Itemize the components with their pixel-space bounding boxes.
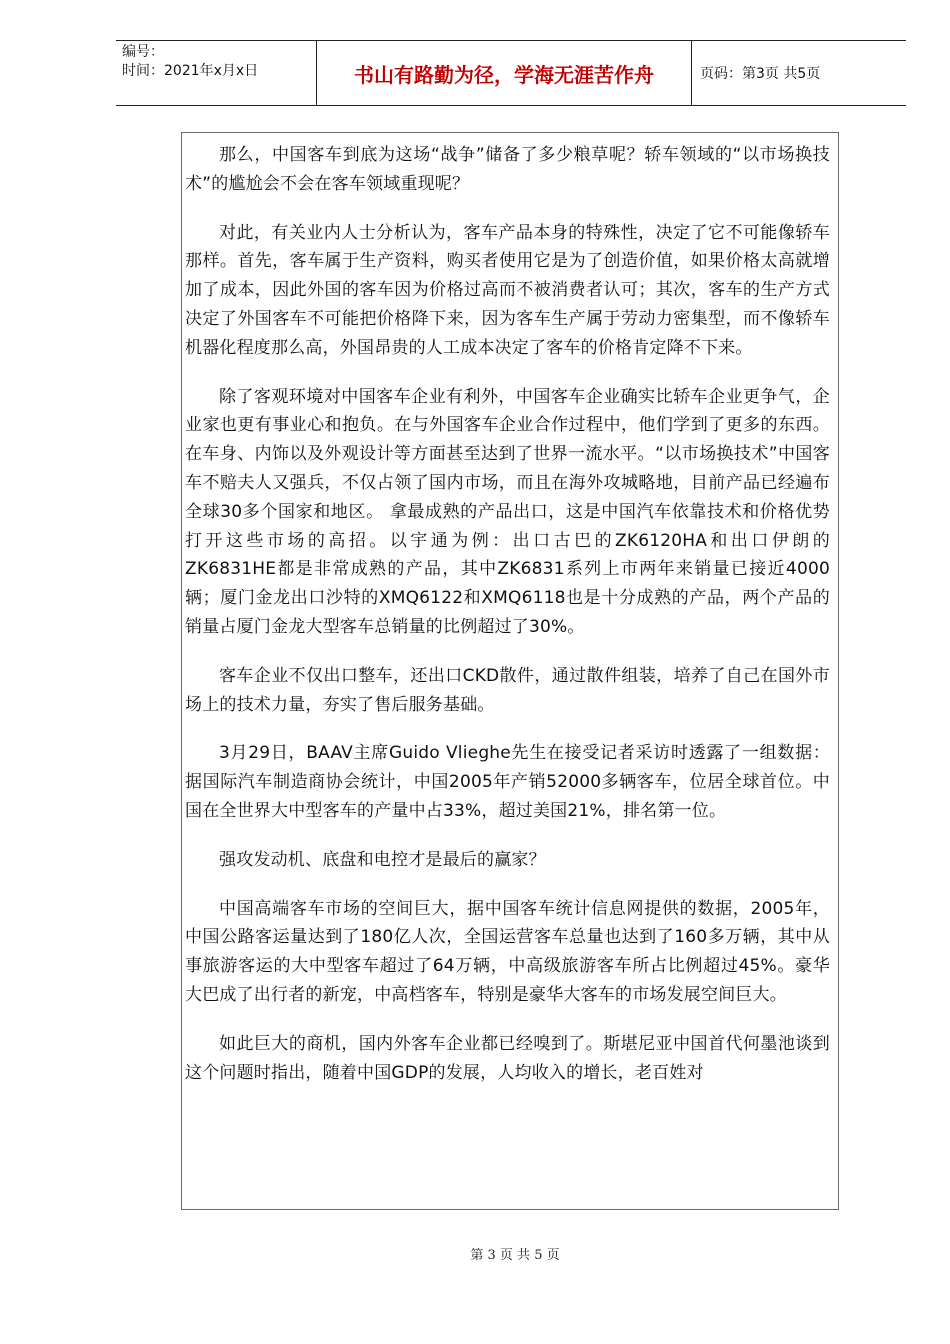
- page-header: [116, 40, 906, 106]
- header-motto: 书山有路勤为径，学海无涯苦作舟: [316, 41, 692, 105]
- article-body: [181, 132, 839, 1210]
- time-label: 时间：2021年x月x日: [122, 63, 259, 79]
- paragraph: 那么，中国客车到底为这场“战争”储备了多少粮草呢？轿车领域的“以市场换技术”的尴尬会不会在客车领域重现呢？: [185, 145, 830, 194]
- doc-number-label: 编号：: [122, 44, 164, 60]
- paragraph: 客车企业不仅出口整车，还出口CKD散件，通过散件组装，培养了自己在国外市场上的技术力量，夯实了售后服务基础。: [185, 665, 830, 715]
- header-page-info: 页码：第3页 共5页: [700, 66, 821, 82]
- header-meta: [116, 41, 316, 105]
- paragraph: 如此巨大的商机，国内外客车企业都已经嗅到了。斯堪尼亚中国首代何墨池谈到这个问题时指出，随着中国GDP的发展，人均收入的增长，老百姓对: [185, 1033, 830, 1083]
- paragraph: 中国高端客车市场的空间巨大，据中国客车统计信息网提供的数据，2005年，中国公路客运量达到了180亿人次，全国运营客车总量也达到了160多万辆，其中从事旅游客运的大中型客车超过了64万辆，中高级旅游客车所占比例超过45%。豪华大巴成了出行者的新宠，中高档客车，特别是豪华大客车的市场发展空间巨大。: [185, 898, 830, 1005]
- paragraph: 3月29日，BAAV主席Guido Vlieghe先生在接受记者采访时透露了一组数据：据国际汽车制造商协会统计，中国2005年产销52000多辆客车，位居全球首位。中国在全世界大中型客车的产量中占33%，超过美国21%，排名第一位。: [185, 743, 830, 821]
- section-heading: 强攻发动机、底盘和电控才是最后的赢家？: [219, 849, 546, 870]
- paragraph: 除了客观环境对中国客车企业有利外，中国客车企业确实比轿车企业更争气，企业家也更有事业心和抱负。在与外国客车企业合作过程中，他们学到了更多的东西。在车身、内饰以及外观设计等方面甚至达到了世界一流水平。“以市场换技术”中国客车不赔夫人又强兵，不仅占领了国内市场，而且在海外攻城略地，目前产品已经遍布全球30多个国家和地区。 拿最成熟的产品出口，这是中国汽车依靠技术和价格优势打开这些市场的高招。以宇通为例：出口古巴的ZK6120HA和出口伊朗的ZK6831HE都是非常成熟的产品，其中ZK6831系列上市两年来销量已接近4000辆；厦门金龙出口沙特的XMQ6122和XMQ6118也是十分成熟的产品，两个产品的销量占厦门金龙大型客车总销量的比例超过了30%。: [185, 386, 830, 637]
- paragraph: 对此，有关业内人士分析认为，客车产品本身的特殊性，决定了它不可能像轿车那样。首先，客车属于生产资料，购买者使用它是为了创造价值，如果价格太高就增加了成本，因此外国的客车因为价格过高而不被消费者认可；其次，客车的生产方式决定了外国客车不可能把价格降下来，因为客车生产属于劳动力密集型，而不像轿车机器化程度那么高，外国昂贵的人工成本决定了客车的价格肯定降不下来。: [185, 222, 830, 358]
- page-footer: 第 3 页 共 5 页: [470, 1248, 560, 1263]
